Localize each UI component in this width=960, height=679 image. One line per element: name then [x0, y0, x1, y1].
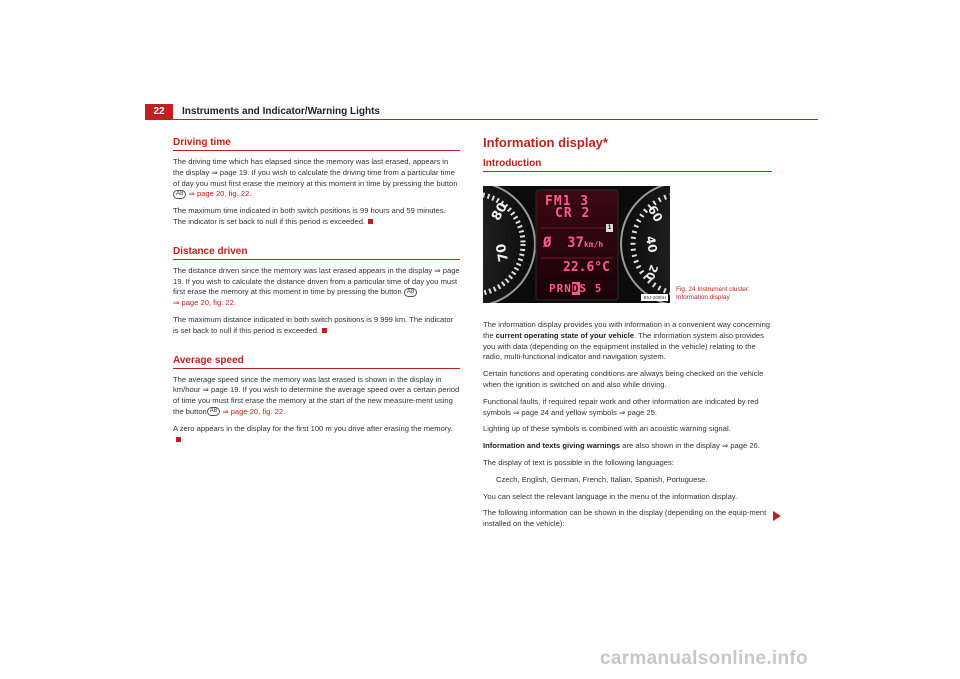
section-end-marker: [322, 328, 327, 333]
display-average-speed: [543, 232, 603, 251]
watermark: carmanualsonline.info: [600, 648, 808, 669]
button-a8-label: A8: [207, 407, 220, 416]
link-page-20[interactable]: ⇒ page 20, fig. 22.: [220, 406, 286, 416]
header-rule: [145, 119, 818, 120]
svg-text:20: 20: [642, 262, 661, 282]
right-column-body: [483, 320, 773, 536]
heading-driving-time: Driving time: [173, 137, 460, 151]
svg-text:40: 40: [643, 234, 660, 254]
page-header-title: Instruments and Indicator/Warning Lights: [182, 106, 380, 117]
link-page-20[interactable]: ⇒ page 20, fig. 22.: [188, 189, 252, 199]
distance-driven-paragraph-1: The distance driven since the memory was last erased appears in the display ⇒ page 19. If you wish to calculate the distance driven from a particular time of day you must first erase the memory at this moment in time by pressing the button A8 ⇒ page 20, fig. 22.: [173, 265, 460, 308]
intro-paragraph-1: The information display provides you with information in a convenient way concerning the current operating state of your vehicle. The information system also provides you with data (depending on the equipment installed in the vehicle) relating to the radio, multi-functional indicator and navigation system.: [483, 320, 771, 362]
figure-caption: [676, 286, 750, 302]
average-symbol: Ø: [543, 235, 552, 251]
heading-distance-driven: Distance driven: [173, 246, 460, 260]
speed-unit: km/h: [583, 240, 604, 249]
svg-text:60: 60: [644, 203, 666, 225]
display-temperature: 22.6°C: [563, 260, 610, 275]
driving-time-paragraph-1: The driving time which has elapsed since the memory was last erased, appears in the display ⇒ page 19. If you wish to calculate the driving time from a particular time of day you must first erase the memory at this moment in time by pressing the button A8 ⇒ page 20, fig. 22.: [173, 157, 458, 199]
gear-suffix: S 5: [579, 282, 603, 295]
intro-paragraph-2: Certain functions and operating conditions are always being checked on the vehicle when the ignition is switched on and also while driving.: [483, 369, 764, 389]
section-end-marker: [368, 219, 373, 224]
languages-list: Czech, English, German, French, Italian, Spanish, Portuguese.: [496, 474, 708, 484]
gear-active: D: [571, 282, 580, 295]
speed-value: 37: [567, 235, 584, 251]
gear-prefix: PRN: [549, 282, 572, 295]
left-column: [173, 137, 460, 451]
intro-paragraph-3: Functional faults, if required repair work and other information are indicated by red symbols ⇒ page 24 and yellow symbols ⇒ page 25.: [483, 396, 759, 417]
instrument-cluster-figure: [483, 186, 670, 303]
display-gear-indicator: [549, 282, 602, 295]
continue-arrow-icon: [773, 511, 781, 521]
intro-paragraph-6: The display of text is possible in the following languages:: [483, 457, 674, 467]
heading-average-speed: Average speed: [173, 355, 460, 369]
page-number: 22: [145, 104, 173, 119]
svg-text:80: 80: [488, 200, 511, 224]
right-column-top: [483, 135, 772, 178]
heading-introduction: Introduction: [483, 158, 772, 172]
figure-code: B5J-2006H: [643, 295, 666, 300]
display-badge: 1: [607, 225, 612, 231]
button-a8-label: A8: [173, 190, 186, 199]
svg-text:70: 70: [493, 242, 512, 263]
button-a8-label: A8: [404, 288, 417, 297]
link-page-20[interactable]: ⇒ page 20, fig. 22.: [173, 298, 236, 308]
figure-caption-line-2: Information display: [676, 294, 730, 301]
average-speed-paragraph-2: A zero appears in the display for the first 100 m you drive after erasing the memory.: [173, 424, 460, 446]
section-end-marker: [176, 437, 181, 442]
intro-paragraph-5: Information and texts giving warnings are also shown in the display ⇒ page 26.: [483, 441, 760, 451]
intro-paragraph-9: The following information can be shown in the display (depending on the equip-ment installed on the vehicle):: [483, 508, 767, 529]
display-line-channel: CR 2: [555, 206, 591, 221]
driving-time-paragraph-2: The maximum time indicated in both switch positions is 99 hours and 59 minutes. The indicator is set back to null if this period is exceeded.: [173, 206, 446, 226]
figure-caption-line-1: Fig. 24 Instrument cluster:: [676, 286, 750, 293]
average-speed-paragraph-1: The average speed since the memory was last erased is shown in the display in km/hour ⇒ page 19. If you wish to determine the average speed over a certain period of time you must first erase the memory at the start of the new measure-ment using the button A8 ⇒ page 20, fig. 22.: [173, 374, 460, 416]
intro-paragraph-4: Lighting up of these symbols is combined with an acoustic warning signal.: [483, 424, 731, 434]
section-title: Information display*: [483, 135, 608, 150]
intro-paragraph-8: You can select the relevant language in the menu of the information display.: [483, 491, 738, 501]
display-line-radio: FM1 3: [545, 194, 590, 209]
distance-driven-paragraph-2: The maximum distance indicated in both switch positions is 9 999 km. The indicator is set back to null if this period is exceeded.: [173, 314, 454, 335]
